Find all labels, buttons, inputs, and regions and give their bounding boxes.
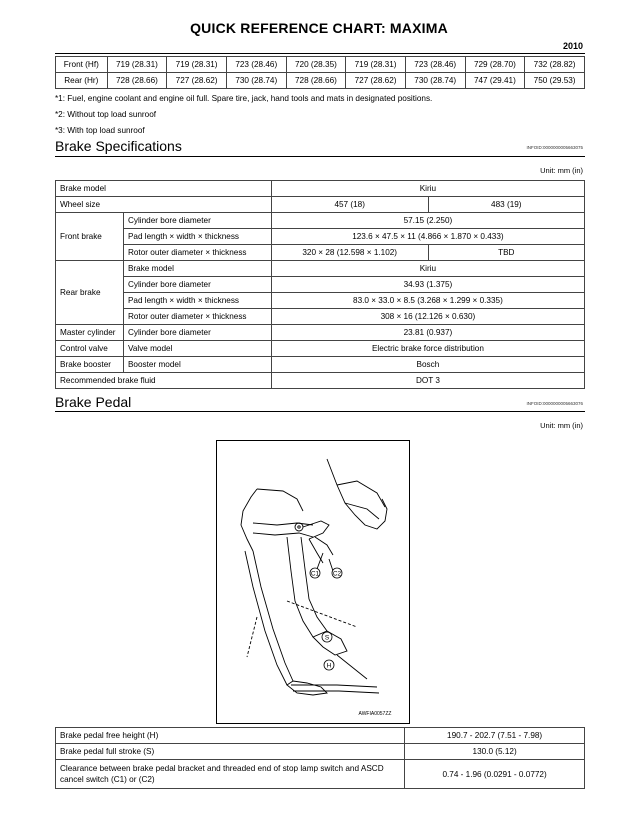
table-row <box>56 325 585 341</box>
figure-code: AWFIA0057ZZ <box>358 711 392 717</box>
row-label: Recommended brake fluid <box>56 373 272 389</box>
row-label: Cylinder bore diameter <box>123 325 271 341</box>
row-label: Wheel size <box>56 197 272 213</box>
table-row <box>56 744 585 760</box>
unit-label: Unit: mm (in) <box>540 421 583 430</box>
table-cell: 747 (29.41) <box>465 73 525 89</box>
section-rule <box>55 156 585 157</box>
table-cell: 190.7 - 202.7 (7.51 - 7.98) <box>405 728 585 744</box>
table-cell: Kiriu <box>271 261 584 277</box>
table-cell: Kiriu <box>271 181 584 197</box>
brake-pedal-figure <box>216 440 410 724</box>
table-cell: 723 (28.46) <box>226 57 286 73</box>
table-cell: 727 (28.62) <box>167 73 227 89</box>
row-label: Booster model <box>123 357 271 373</box>
table-row <box>56 728 585 744</box>
table-row <box>56 181 585 197</box>
table-cell: 83.0 × 33.0 × 8.5 (3.268 × 1.299 × 0.335) <box>271 293 584 309</box>
table-cell: 729 (28.70) <box>465 57 525 73</box>
group-label-rear-brake: Rear brake <box>56 261 124 325</box>
table-cell: 727 (28.62) <box>346 73 406 89</box>
table-row <box>56 309 585 325</box>
table-cell: 457 (18) <box>271 197 428 213</box>
row-label: Valve model <box>123 341 271 357</box>
section-title-brake-pedal: Brake Pedal <box>55 394 132 410</box>
footnote-3: *3: With top load sunroof <box>55 126 145 135</box>
callout-c1-label: C1 <box>310 570 320 578</box>
vehicle-height-table <box>55 56 585 89</box>
table-cell: 308 × 16 (12.126 × 0.630) <box>271 309 584 325</box>
table-cell: 750 (29.53) <box>525 73 585 89</box>
footnote-2: *2: Without top load sunroof <box>55 110 157 119</box>
table-row <box>56 293 585 309</box>
table-cell: 57.15 (2.250) <box>271 213 584 229</box>
table-cell: DOT 3 <box>271 373 584 389</box>
brake-pedal-table <box>55 727 585 789</box>
unit-label: Unit: mm (in) <box>540 166 583 175</box>
table-cell: 719 (28.31) <box>346 57 406 73</box>
section-title-brake-specifications: Brake Specifications <box>55 138 182 154</box>
table-cell: 730 (28.74) <box>405 73 465 89</box>
footnote-1: *1: Fuel, engine coolant and engine oil full. Spare tire, jack, hand tools and mats in designated positions. <box>55 94 433 103</box>
row-label: Front (Hf) <box>56 57 108 73</box>
brake-specifications-table <box>55 180 585 389</box>
row-label: Rotor outer diameter × thickness <box>123 309 271 325</box>
row-label: Pad length × width × thickness <box>123 229 271 245</box>
row-label: Brake model <box>123 261 271 277</box>
table-row <box>56 261 585 277</box>
table-row <box>56 760 585 789</box>
table-cell: 0.74 - 1.96 (0.0291 - 0.0772) <box>405 760 585 789</box>
callout-h-label: H <box>326 662 332 670</box>
table-row <box>56 245 585 261</box>
group-label-front-brake: Front brake <box>56 213 124 261</box>
row-label: Cylinder bore diameter <box>123 213 271 229</box>
table-cell: 483 (19) <box>428 197 584 213</box>
table-cell: 123.6 × 47.5 × 11 (4.866 × 1.870 × 0.433) <box>271 229 584 245</box>
table-cell: 719 (28.31) <box>107 57 167 73</box>
table-row <box>56 213 585 229</box>
table-row <box>56 341 585 357</box>
info-id: INFOID:0000000005663075 <box>526 145 583 150</box>
group-label-master-cylinder: Master cylinder <box>56 325 124 341</box>
page-title: QUICK REFERENCE CHART: MAXIMA <box>190 20 448 36</box>
row-label: Clearance between brake pedal bracket and threaded end of stop lamp switch and ASCD cancel switch (C1) or (C2) <box>56 760 405 789</box>
table-cell: Bosch <box>271 357 584 373</box>
table-row <box>56 277 585 293</box>
table-row <box>56 373 585 389</box>
row-label: Rear (Hr) <box>56 73 108 89</box>
table-row <box>56 73 585 89</box>
callout-s-label: S <box>324 634 330 642</box>
table-cell: 130.0 (5.12) <box>405 744 585 760</box>
table-cell: 719 (28.31) <box>167 57 227 73</box>
callout-c2-label: C2 <box>332 570 342 578</box>
table-cell: 730 (28.74) <box>226 73 286 89</box>
table-cell: Electric brake force distribution <box>271 341 584 357</box>
row-label: Cylinder bore diameter <box>123 277 271 293</box>
table-cell: 720 (28.35) <box>286 57 346 73</box>
table-cell: 728 (28.66) <box>107 73 167 89</box>
group-label-brake-booster: Brake booster <box>56 357 124 373</box>
model-year: 2010 <box>562 41 583 51</box>
header-rule <box>55 53 585 54</box>
table-cell: 732 (28.82) <box>525 57 585 73</box>
section-rule <box>55 411 585 412</box>
info-id: INFOID:0000000005663076 <box>526 401 583 406</box>
row-label: Brake pedal free height (H) <box>56 728 405 744</box>
row-label: Brake model <box>56 181 272 197</box>
table-row <box>56 229 585 245</box>
table-cell: TBD <box>428 245 584 261</box>
table-row <box>56 357 585 373</box>
table-cell: 728 (28.66) <box>286 73 346 89</box>
table-cell: 23.81 (0.937) <box>271 325 584 341</box>
group-label-control-valve: Control valve <box>56 341 124 357</box>
row-label: Brake pedal full stroke (S) <box>56 744 405 760</box>
row-label: Pad length × width × thickness <box>123 293 271 309</box>
table-row <box>56 197 585 213</box>
table-cell: 320 × 28 (12.598 × 1.102) <box>271 245 428 261</box>
brake-pedal-diagram <box>217 441 409 723</box>
row-label: Rotor outer diameter × thickness <box>123 245 271 261</box>
table-cell: 34.93 (1.375) <box>271 277 584 293</box>
table-cell: 723 (28.46) <box>405 57 465 73</box>
table-row <box>56 57 585 73</box>
